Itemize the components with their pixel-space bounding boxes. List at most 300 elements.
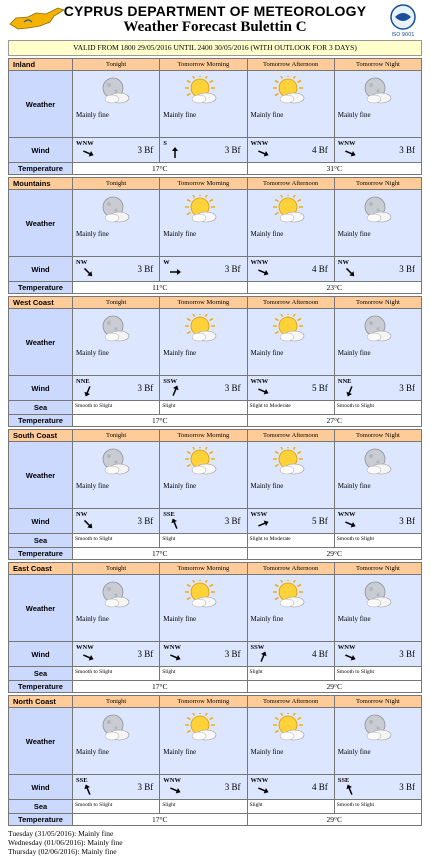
wind-force-unit: Bf <box>231 264 241 274</box>
weather-cell <box>335 309 421 375</box>
weather-cell <box>335 190 421 256</box>
wind-arrow-icon <box>81 650 95 664</box>
wind-cell <box>73 257 160 281</box>
wind-cell <box>248 257 335 281</box>
weather-cell <box>73 190 160 256</box>
wind-force-unit: Bf <box>231 516 241 526</box>
wind-arrow-icon <box>168 783 182 797</box>
wind-label: Wind <box>9 509 73 533</box>
department-title: CYPRUS DEPARTMENT OF METEOROLOGY <box>63 3 367 19</box>
wind-force <box>225 264 241 274</box>
moon-cloud-icon <box>359 447 393 477</box>
weather-text: Mainly fine <box>337 615 371 623</box>
weather-label: Weather <box>9 71 73 137</box>
wind-force <box>312 145 328 155</box>
wind-force-unit: Bf <box>318 516 328 526</box>
weather-cell <box>335 708 421 774</box>
wind-cell <box>335 257 421 281</box>
wind-cell <box>335 376 421 400</box>
wind-force-value: 3 <box>224 264 230 274</box>
period-header: Tomorrow Morning <box>160 59 247 70</box>
sun-cloud-icon <box>272 195 306 225</box>
period-header: Tomorrow Night <box>335 59 421 70</box>
region-header-row <box>9 696 421 708</box>
sun-cloud-icon <box>184 314 218 344</box>
sun-cloud-icon <box>272 580 306 610</box>
weather-row <box>9 309 421 376</box>
temperature-cell <box>73 548 248 559</box>
wind-arrow-icon <box>256 783 270 797</box>
wind-arrow-icon <box>343 517 357 531</box>
weather-text: Mainly fine <box>76 482 109 490</box>
temperature-label: Temperature <box>9 814 73 825</box>
wind-cell <box>160 775 247 799</box>
wind-cell <box>248 509 335 533</box>
wind-force <box>312 264 328 274</box>
temperature-label: Temperature <box>9 681 73 692</box>
period-header: Tomorrow Morning <box>160 178 247 189</box>
wind-force-value: 3 <box>399 516 404 526</box>
wind-force <box>138 516 154 526</box>
period-header: Tomorrow Night <box>335 178 421 189</box>
weather-text: Mainly fine <box>76 349 109 357</box>
weather-row <box>9 575 421 642</box>
sun-cloud-icon <box>184 447 218 477</box>
weather-text: Mainly fine <box>250 349 284 357</box>
weather-text: Mainly fine <box>250 748 284 756</box>
wind-direction: WNW <box>337 511 356 518</box>
wind-force-value: 4 <box>312 264 317 274</box>
wind-direction: WNW <box>76 140 94 147</box>
wind-force <box>138 145 154 155</box>
period-header: Tomorrow Night <box>335 430 421 441</box>
wind-arrow-icon <box>81 265 95 279</box>
temperature-label: Temperature <box>9 163 73 174</box>
wind-force-value: 3 <box>399 649 404 659</box>
weather-label: Weather <box>9 442 73 508</box>
wind-arrow-icon <box>343 384 357 398</box>
wind-cell <box>248 775 335 799</box>
wind-force <box>399 145 415 155</box>
weather-cell <box>248 309 335 375</box>
wind-force-value: 3 <box>137 649 142 659</box>
weather-cell <box>248 575 335 641</box>
wind-direction: NW <box>76 511 88 518</box>
outlook <box>8 829 422 856</box>
wind-cell <box>335 775 421 799</box>
temperature-cell <box>248 163 422 174</box>
weather-text: Mainly fine <box>250 230 284 238</box>
wind-cell <box>73 775 160 799</box>
wind-force-value: 4 <box>312 145 317 155</box>
moon-cloud-icon <box>97 314 131 344</box>
moon-cloud-icon <box>359 713 393 743</box>
wind-force-unit: Bf <box>406 516 415 526</box>
sea-label: Sea <box>9 800 73 813</box>
wind-direction: WSW <box>250 511 268 518</box>
wind-arrow-icon <box>256 384 270 398</box>
wind-cell <box>248 642 335 666</box>
period-header: Tomorrow Morning <box>160 696 247 707</box>
wind-row <box>9 257 421 282</box>
temperature-cell <box>73 681 248 692</box>
sea-state: Slight to Moderate <box>248 534 335 547</box>
wind-direction: SSW <box>163 378 177 385</box>
sun-cloud-icon <box>272 314 306 344</box>
weather-text: Mainly fine <box>76 230 109 238</box>
region-name: West Coast <box>9 297 73 308</box>
sun-cloud-icon <box>272 447 306 477</box>
wind-force-value: 3 <box>399 383 404 393</box>
wind-direction: NNE <box>337 378 352 385</box>
wind-force <box>399 383 415 393</box>
sea-label: Sea <box>9 534 73 547</box>
wind-force-value: 3 <box>224 383 230 393</box>
period-header: Tomorrow Night <box>335 297 421 308</box>
temperature-cell <box>248 282 422 293</box>
weather-text: Mainly fine <box>337 349 371 357</box>
weather-text: Mainly fine <box>163 230 197 238</box>
wind-direction: WNW <box>250 777 269 784</box>
outlook-day: Tuesday (31/05/2016): Mainly fine <box>8 829 114 838</box>
wind-direction: WNW <box>337 140 356 147</box>
moon-cloud-icon <box>359 76 393 106</box>
period-header: Tomorrow Afternoon <box>248 563 335 574</box>
sea-state: Smooth to Slight <box>73 667 160 680</box>
sea-state: Smooth to Slight <box>73 401 160 414</box>
sea-label: Sea <box>9 667 73 680</box>
svg-text:ISO 9001: ISO 9001 <box>391 32 415 38</box>
wind-force-unit: Bf <box>144 383 154 393</box>
wind-force <box>138 782 154 792</box>
wind-direction: WNW <box>250 259 269 266</box>
sun-cloud-icon <box>272 76 306 106</box>
region-header-row <box>9 178 421 190</box>
wind-force <box>399 264 415 274</box>
weather-cell <box>73 708 160 774</box>
wind-direction: W <box>163 259 170 266</box>
wind-arrow-icon <box>168 517 182 531</box>
wind-arrow-icon <box>343 650 357 664</box>
wind-arrow-icon <box>343 146 357 160</box>
weather-cell <box>160 71 247 137</box>
wind-force <box>312 782 328 792</box>
region-name: Mountains <box>9 178 73 189</box>
wind-force-unit: Bf <box>231 383 241 393</box>
wind-force-value: 3 <box>224 145 230 155</box>
wind-label: Wind <box>9 642 73 666</box>
wind-force <box>312 516 328 526</box>
period-header: Tonight <box>73 178 160 189</box>
weather-cell <box>335 575 421 641</box>
wind-arrow-icon <box>81 783 95 797</box>
wind-cell <box>73 138 160 162</box>
wind-direction: WNW <box>163 777 181 784</box>
wind-label: Wind <box>9 775 73 799</box>
region-block <box>8 177 422 294</box>
weather-cell <box>335 71 421 137</box>
weather-text: Mainly fine <box>337 482 371 490</box>
sea-row <box>9 401 421 415</box>
wind-force-unit: Bf <box>406 383 415 393</box>
sea-state: Slight <box>160 401 247 414</box>
temperature-row <box>9 548 421 559</box>
wind-force-value: 3 <box>399 145 404 155</box>
wind-row <box>9 138 421 163</box>
wind-force-value: 3 <box>224 782 230 792</box>
temperature-label: Temperature <box>9 282 73 293</box>
validity-banner: VALID FROM 1800 29/05/2016 UNTIL 2400 30/05/2016 (WITH OUTLOOK FOR 3 DAYS) <box>8 40 422 56</box>
wind-force-unit: Bf <box>144 782 154 792</box>
region-name: Inland <box>9 59 73 70</box>
sea-label: Sea <box>9 401 73 414</box>
weather-text: Mainly fine <box>76 615 109 623</box>
weather-row <box>9 442 421 509</box>
wind-force-unit: Bf <box>318 649 328 659</box>
temperature-value: 29°C <box>326 815 342 824</box>
sea-state: Slight <box>248 800 335 813</box>
wind-arrow-icon <box>256 146 270 160</box>
wind-arrow-icon <box>343 265 357 279</box>
wind-force <box>225 649 241 659</box>
region-name: East Coast <box>9 563 73 574</box>
weather-cell <box>160 309 247 375</box>
period-header: Tonight <box>73 430 160 441</box>
sea-state: Slight <box>160 534 247 547</box>
wind-force-value: 3 <box>224 649 230 659</box>
outlook-day: Thursday (02/06/2016): Mainly fine <box>8 847 117 856</box>
wind-direction: WNW <box>250 140 269 147</box>
wind-force-unit: Bf <box>406 649 415 659</box>
region-block <box>8 296 422 427</box>
wind-force-value: 3 <box>224 516 230 526</box>
moon-cloud-icon <box>97 195 131 225</box>
region-block <box>8 695 422 826</box>
sun-cloud-icon <box>184 713 218 743</box>
wind-force <box>312 649 328 659</box>
sea-state: Slight <box>160 800 247 813</box>
wind-arrow-icon <box>256 650 270 664</box>
sea-state: Smooth to Slight <box>335 800 421 813</box>
weather-cell <box>248 190 335 256</box>
temperature-cell <box>248 415 422 426</box>
wind-cell <box>73 376 160 400</box>
sea-state: Smooth to Slight <box>73 800 160 813</box>
wind-direction: SSE <box>163 511 175 518</box>
wind-force-unit: Bf <box>231 649 241 659</box>
period-header: Tomorrow Afternoon <box>248 59 335 70</box>
region-name: North Coast <box>9 696 73 707</box>
sea-row <box>9 534 421 548</box>
wind-direction: NW <box>337 259 349 266</box>
temperature-label: Temperature <box>9 548 73 559</box>
wind-force-value: 3 <box>137 145 142 155</box>
bulletin-title: Weather Forecast Bulettin C <box>123 19 307 35</box>
region-header-row <box>9 59 421 71</box>
temperature-cell <box>248 548 422 559</box>
temperature-value: 17°C <box>151 549 168 558</box>
wind-force-unit: Bf <box>318 145 328 155</box>
sea-state: Smooth to Slight <box>73 534 160 547</box>
wind-arrow-icon <box>81 517 95 531</box>
weather-cell <box>248 71 335 137</box>
temperature-value: 17°C <box>151 416 168 425</box>
wind-direction: S <box>163 140 167 147</box>
wind-direction: NNE <box>76 378 90 385</box>
wind-force-unit: Bf <box>144 649 154 659</box>
wind-force <box>138 264 154 274</box>
wind-label: Wind <box>9 257 73 281</box>
period-header: Tomorrow Afternoon <box>248 178 335 189</box>
wind-cell <box>160 509 247 533</box>
weather-text: Mainly fine <box>337 748 371 756</box>
wind-force-value: 3 <box>399 782 404 792</box>
weather-cell <box>73 575 160 641</box>
moon-cloud-icon <box>97 713 131 743</box>
wind-cell <box>160 376 247 400</box>
temperature-value: 27°C <box>326 416 342 425</box>
weather-text: Mainly fine <box>163 111 197 119</box>
wind-arrow-icon <box>256 265 270 279</box>
wind-direction: WNW <box>250 378 269 385</box>
region-header-row <box>9 297 421 309</box>
temperature-value: 23°C <box>326 283 342 292</box>
temperature-cell <box>73 415 248 426</box>
period-header: Tomorrow Night <box>335 696 421 707</box>
temperature-value: 17°C <box>151 682 168 691</box>
weather-row <box>9 708 421 775</box>
wind-force-unit: Bf <box>231 145 241 155</box>
sea-state: Smooth to Slight <box>335 534 421 547</box>
weather-row <box>9 190 421 257</box>
sun-cloud-icon <box>184 195 218 225</box>
moon-cloud-icon <box>359 580 393 610</box>
wind-direction: SSE <box>76 777 88 784</box>
period-header: Tomorrow Afternoon <box>248 696 335 707</box>
region-name: South Coast <box>9 430 73 441</box>
wind-force-unit: Bf <box>144 516 154 526</box>
period-header: Tonight <box>73 563 160 574</box>
temperature-row <box>9 415 421 426</box>
weather-text: Mainly fine <box>163 482 197 490</box>
temperature-value: 11°C <box>152 283 168 292</box>
wind-force <box>399 649 415 659</box>
weather-cell <box>160 575 247 641</box>
wind-row <box>9 376 421 401</box>
wind-arrow-icon <box>81 384 95 398</box>
wind-force-value: 5 <box>312 516 317 526</box>
weather-label: Weather <box>9 575 73 641</box>
period-header: Tomorrow Afternoon <box>248 297 335 308</box>
weather-cell <box>248 708 335 774</box>
wind-direction: SSE <box>337 777 350 784</box>
moon-cloud-icon <box>359 195 393 225</box>
wind-cell <box>73 509 160 533</box>
wind-force-unit: Bf <box>318 782 328 792</box>
weather-text: Mainly fine <box>250 615 284 623</box>
sea-state: Slight <box>248 667 335 680</box>
wind-arrow-icon <box>81 146 95 160</box>
wind-cell <box>248 376 335 400</box>
temperature-value: 29°C <box>326 682 342 691</box>
weather-text: Mainly fine <box>76 748 109 756</box>
period-header: Tonight <box>73 696 160 707</box>
wind-force <box>225 782 241 792</box>
wind-force <box>399 516 415 526</box>
wind-label: Wind <box>9 138 73 162</box>
period-header: Tomorrow Night <box>335 563 421 574</box>
wind-row <box>9 509 421 534</box>
region-block <box>8 562 422 693</box>
sea-state: Slight <box>160 667 247 680</box>
wind-arrow-icon <box>168 146 182 160</box>
wind-force-unit: Bf <box>406 264 415 274</box>
weather-cell <box>73 309 160 375</box>
weather-cell <box>335 442 421 508</box>
weather-text: Mainly fine <box>163 615 197 623</box>
sea-row <box>9 800 421 814</box>
region-block <box>8 429 422 560</box>
wind-direction: WNW <box>337 644 356 651</box>
temperature-label: Temperature <box>9 415 73 426</box>
wind-direction: SSW <box>250 644 265 651</box>
wind-cell <box>73 642 160 666</box>
sun-cloud-icon <box>184 76 218 106</box>
wind-force-unit: Bf <box>318 264 328 274</box>
wind-force-unit: Bf <box>406 782 415 792</box>
sea-row <box>9 667 421 681</box>
wind-force <box>225 145 241 155</box>
wind-force <box>138 383 154 393</box>
wind-cell <box>160 642 247 666</box>
wind-force-unit: Bf <box>144 145 154 155</box>
period-header: Tomorrow Morning <box>160 563 247 574</box>
wind-force-value: 3 <box>137 516 142 526</box>
weather-cell <box>160 708 247 774</box>
sun-cloud-icon <box>272 713 306 743</box>
wind-arrow-icon <box>256 517 270 531</box>
temperature-cell <box>248 681 422 692</box>
wind-force-value: 3 <box>399 264 404 274</box>
wind-force <box>225 383 241 393</box>
weather-cell <box>73 71 160 137</box>
weather-text: Mainly fine <box>163 748 197 756</box>
wind-row <box>9 775 421 800</box>
weather-text: Mainly fine <box>163 349 197 357</box>
weather-text: Mainly fine <box>337 111 371 119</box>
temperature-cell <box>73 163 248 174</box>
weather-row <box>9 71 421 138</box>
weather-cell <box>160 190 247 256</box>
weather-cell <box>160 442 247 508</box>
weather-label: Weather <box>9 309 73 375</box>
wind-label: Wind <box>9 376 73 400</box>
wind-force-value: 5 <box>312 383 317 393</box>
weather-cell <box>73 442 160 508</box>
wind-force <box>138 649 154 659</box>
period-header: Tomorrow Afternoon <box>248 430 335 441</box>
wind-cell <box>160 257 247 281</box>
wind-arrow-icon <box>168 650 182 664</box>
wind-cell <box>160 138 247 162</box>
wind-force <box>225 516 241 526</box>
period-header: Tomorrow Morning <box>160 430 247 441</box>
sea-state: Slight to Moderate <box>248 401 335 414</box>
weather-text: Mainly fine <box>250 111 284 119</box>
period-header: Tonight <box>73 297 160 308</box>
wind-cell <box>335 509 421 533</box>
temperature-value: 17°C <box>151 815 168 824</box>
